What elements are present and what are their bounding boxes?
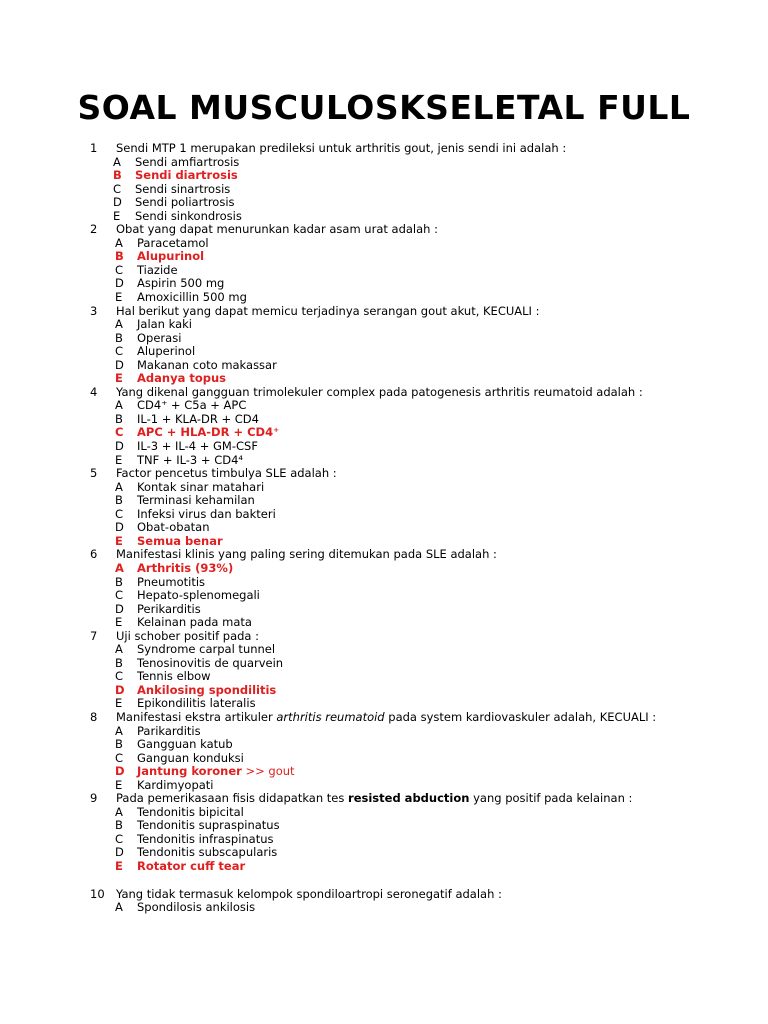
- option-text: [137, 643, 275, 657]
- option-label: Semua benar: [137, 533, 223, 548]
- option-text: [137, 413, 259, 427]
- answer-option-correct: [90, 765, 750, 779]
- question-text: Yang dikenal gangguan trimolekuler complex pada patogenesis arthritis reumatoid adalah :: [116, 384, 643, 399]
- option-letter: A: [115, 804, 123, 819]
- question-line: [90, 305, 750, 319]
- question-number: 1: [90, 141, 98, 155]
- answer-option: [90, 454, 750, 468]
- option-letter: E: [115, 452, 123, 467]
- option-text: [137, 440, 258, 454]
- option-text: [135, 183, 230, 197]
- option-text: [137, 291, 247, 305]
- answer-option: [90, 833, 750, 847]
- option-text: [137, 819, 280, 833]
- question-text-part: Manifestasi ekstra artikuler: [116, 709, 277, 724]
- option-letter: D: [115, 845, 124, 860]
- option-note: >> gout: [241, 764, 295, 779]
- option-label: IL-1 + KLA-DR + CD4: [137, 411, 259, 426]
- option-text: [137, 576, 205, 590]
- answer-option: [90, 752, 750, 766]
- option-label: Pneumotitis: [137, 574, 206, 589]
- option-label: Sendi sinartrosis: [135, 181, 231, 196]
- question-number: 8: [90, 709, 98, 724]
- option-text: [137, 277, 224, 291]
- option-text: [137, 806, 244, 820]
- option-letter: B: [115, 411, 123, 426]
- option-label: Makanan coto makassar: [137, 357, 277, 372]
- answer-option-correct: [90, 860, 750, 874]
- option-text: [137, 359, 277, 373]
- option-text: [137, 264, 178, 278]
- option-text: [137, 237, 209, 251]
- option-letter: E: [115, 290, 123, 305]
- option-label: Adanya topus: [137, 371, 227, 386]
- answer-option: [90, 670, 750, 684]
- question-number: 7: [90, 628, 98, 643]
- option-label: Sendi poliartrosis: [135, 195, 235, 210]
- option-label: Jalan kaki: [137, 317, 192, 332]
- option-label: APC + HLA-DR + CD4⁺: [137, 425, 280, 440]
- option-letter: C: [115, 588, 124, 603]
- option-text: [137, 508, 276, 522]
- option-letter: A: [115, 900, 123, 915]
- question-line: [90, 386, 750, 400]
- question-text-part: Pada pemerikasaan fisis didapatkan tes: [116, 791, 349, 806]
- option-text: [137, 426, 279, 440]
- question-text: Obat yang dapat menurunkan kadar asam urat adalah :: [116, 222, 438, 237]
- question-number: 2: [90, 222, 98, 237]
- option-letter: A: [115, 398, 123, 413]
- answer-option: [90, 210, 750, 224]
- option-label: Tendonitis supraspinatus: [137, 818, 280, 833]
- answer-option: [90, 291, 750, 305]
- option-text: [137, 399, 246, 413]
- option-letter: B: [115, 574, 123, 589]
- question-text: [116, 792, 632, 806]
- answer-option: [90, 603, 750, 617]
- question-5: [90, 467, 750, 548]
- option-letter: E: [115, 858, 123, 873]
- answer-option: [90, 183, 750, 197]
- option-letter: A: [115, 479, 123, 494]
- answer-option-correct: [90, 169, 750, 183]
- option-label: Sendi amfiartrosis: [135, 154, 240, 169]
- question-line: [90, 223, 750, 237]
- question-text-part: yang positif pada kelainan :: [469, 791, 633, 806]
- question-text-bold: resisted abduction: [348, 791, 470, 806]
- option-letter: C: [115, 831, 124, 846]
- question-list: [90, 142, 750, 915]
- option-text: [137, 494, 255, 508]
- option-letter: E: [115, 615, 123, 630]
- option-text: [137, 752, 244, 766]
- question-text: Hal berikut yang dapat memicu terjadinya serangan gout akut, KECUALI :: [116, 303, 540, 318]
- option-letter: D: [115, 439, 124, 454]
- option-label: Epikondilitis lateralis: [137, 696, 256, 711]
- answer-option-correct: [90, 426, 750, 440]
- answer-option-correct: [90, 250, 750, 264]
- option-label: Perikarditis: [137, 601, 201, 616]
- answer-option: [90, 508, 750, 522]
- question-number: 6: [90, 547, 98, 562]
- option-text: [137, 670, 211, 684]
- answer-option: [90, 237, 750, 251]
- answer-option: [90, 264, 750, 278]
- option-text: [137, 481, 264, 495]
- option-letter: C: [115, 750, 124, 765]
- question-7: [90, 630, 750, 711]
- option-label: Sendi sinkondrosis: [135, 208, 242, 223]
- question-text: Yang tidak termasuk kelompok spondiloartropi seronegatif adalah :: [116, 886, 502, 901]
- answer-option: [90, 819, 750, 833]
- option-label: Operasi: [137, 330, 182, 345]
- question-text-italic: arthritis reumatoid: [276, 709, 385, 724]
- answer-option: [90, 440, 750, 454]
- answer-option-correct: [90, 562, 750, 576]
- option-label: Kontak sinar matahari: [137, 479, 265, 494]
- option-label: Rotator cuff tear: [137, 858, 246, 873]
- answer-option: [90, 413, 750, 427]
- option-text: [137, 250, 204, 264]
- answer-option: [90, 332, 750, 346]
- option-label: Ganguan konduksi: [137, 750, 244, 765]
- answer-option: [90, 589, 750, 603]
- question-line: [90, 711, 750, 725]
- option-text: [137, 697, 256, 711]
- option-text: [137, 616, 252, 630]
- option-letter: A: [115, 235, 123, 250]
- option-label: Sendi diartrosis: [135, 168, 238, 183]
- question-number: 4: [90, 384, 98, 399]
- answer-option: [90, 318, 750, 332]
- option-letter: C: [113, 181, 122, 196]
- option-letter: B: [115, 655, 123, 670]
- option-label: Tennis elbow: [137, 669, 211, 684]
- question-1: [90, 142, 750, 223]
- page-title: SOAL MUSCULOSKSELETAL FULL: [77, 88, 691, 127]
- option-label: Aspirin 500 mg: [137, 276, 225, 291]
- option-letter: E: [115, 371, 123, 386]
- option-letter: B: [115, 737, 123, 752]
- option-text: [137, 332, 181, 346]
- answer-option: [90, 806, 750, 820]
- option-label: Syndrome carpal tunnel: [137, 642, 276, 657]
- option-label: Parikarditis: [137, 723, 201, 738]
- option-letter: E: [115, 777, 123, 792]
- option-letter: B: [115, 818, 123, 833]
- option-label: Arthritis (93%): [137, 560, 234, 575]
- option-label: Jantung koroner: [137, 764, 242, 779]
- option-label: Gangguan katub: [137, 737, 233, 752]
- question-number: 10: [90, 886, 105, 901]
- answer-option: [90, 846, 750, 860]
- option-label: IL-3 + IL-4 + GM-CSF: [137, 439, 258, 454]
- answer-option: [90, 779, 750, 793]
- option-label: Tenosinovitis de quarvein: [137, 655, 284, 670]
- question-number: 9: [90, 791, 98, 806]
- option-letter: B: [115, 493, 123, 508]
- option-letter: A: [113, 154, 121, 169]
- option-letter: A: [115, 317, 123, 332]
- question-text-part: pada system kardiovaskuler adalah, KECUALI :: [384, 709, 657, 724]
- option-label: Alupurinol: [137, 249, 205, 264]
- answer-option: [90, 643, 750, 657]
- option-text: [137, 765, 295, 779]
- question-spacer: [90, 874, 750, 888]
- answer-option: [90, 345, 750, 359]
- question-2: [90, 223, 750, 304]
- option-label: Tendonitis subscapularis: [137, 845, 278, 860]
- option-letter: D: [115, 764, 125, 779]
- answer-option-correct: [90, 535, 750, 549]
- option-letter: C: [115, 669, 124, 684]
- question-line: [90, 792, 750, 806]
- answer-option: [90, 399, 750, 413]
- option-label: Tendonitis infraspinatus: [137, 831, 274, 846]
- option-text: [137, 846, 277, 860]
- question-text: [116, 711, 656, 725]
- option-letter: A: [115, 560, 124, 575]
- option-label: Aluperinol: [137, 344, 196, 359]
- option-letter: D: [113, 195, 122, 210]
- answer-option-correct: [90, 372, 750, 386]
- option-text: [137, 372, 226, 386]
- question-4: [90, 386, 750, 467]
- option-text: [137, 657, 283, 671]
- option-letter: E: [113, 208, 121, 223]
- option-letter: D: [115, 357, 124, 372]
- option-text: [135, 210, 242, 224]
- option-label: Paracetamol: [137, 235, 209, 250]
- option-text: [137, 562, 233, 576]
- option-text: [137, 860, 245, 874]
- answer-option: [90, 725, 750, 739]
- option-letter: B: [115, 330, 123, 345]
- answer-option: [90, 156, 750, 170]
- answer-option: [90, 576, 750, 590]
- answer-option: [90, 901, 750, 915]
- answer-option: [90, 494, 750, 508]
- answer-option: [90, 481, 750, 495]
- option-text: [137, 521, 210, 535]
- option-label: Kelainan pada mata: [137, 615, 252, 630]
- option-letter: D: [115, 520, 124, 535]
- question-line: [90, 630, 750, 644]
- option-letter: A: [115, 642, 123, 657]
- question-10: [90, 888, 750, 915]
- question-line: [90, 467, 750, 481]
- option-text: [137, 454, 243, 468]
- option-letter: D: [115, 276, 124, 291]
- option-label: Kardimyopati: [137, 777, 214, 792]
- question-9: [90, 792, 750, 873]
- question-number: 5: [90, 466, 98, 481]
- option-text: [137, 589, 260, 603]
- answer-option: [90, 196, 750, 210]
- question-6: [90, 548, 750, 629]
- option-text: [137, 318, 192, 332]
- option-text: [137, 535, 223, 549]
- option-label: Ankilosing spondilitis: [137, 682, 277, 697]
- option-text: [137, 738, 233, 752]
- option-text: [137, 779, 214, 793]
- option-letter: B: [113, 168, 122, 183]
- answer-option: [90, 616, 750, 630]
- option-text: [137, 901, 255, 915]
- question-line: [90, 142, 750, 156]
- option-label: Tiazide: [137, 262, 178, 277]
- option-label: Spondilosis ankilosis: [137, 900, 256, 915]
- option-text: [135, 156, 239, 170]
- option-text: [137, 725, 201, 739]
- option-label: Tendonitis bipicital: [137, 804, 244, 819]
- question-number: 3: [90, 303, 98, 318]
- option-label: TNF + IL-3 + CD4⁴: [137, 452, 244, 467]
- answer-option: [90, 657, 750, 671]
- option-letter: D: [115, 682, 125, 697]
- option-letter: B: [115, 249, 124, 264]
- option-label: Infeksi virus dan bakteri: [137, 506, 276, 521]
- answer-option: [90, 697, 750, 711]
- option-label: CD4⁺ + C5a + APC: [137, 398, 247, 413]
- option-text: [137, 833, 274, 847]
- answer-option: [90, 521, 750, 535]
- question-3: [90, 305, 750, 386]
- option-text: [135, 169, 238, 183]
- option-label: Hepato-splenomegali: [137, 588, 260, 603]
- option-text: [135, 196, 235, 210]
- question-text: Sendi MTP 1 merupakan predileksi untuk arthritis gout, jenis sendi ini adalah :: [116, 141, 567, 155]
- option-letter: E: [115, 696, 123, 711]
- option-letter: C: [115, 506, 124, 521]
- question-text: Factor pencetus timbulya SLE adalah :: [116, 466, 337, 481]
- option-letter: E: [115, 533, 123, 548]
- option-letter: D: [115, 601, 124, 616]
- option-letter: C: [115, 344, 124, 359]
- question-8: [90, 711, 750, 792]
- option-label: Amoxicillin 500 mg: [137, 290, 247, 305]
- option-letter: C: [115, 262, 124, 277]
- option-letter: C: [115, 425, 124, 440]
- option-label: Obat-obatan: [137, 520, 210, 535]
- question-text: Uji schober positif pada :: [116, 628, 260, 643]
- answer-option-correct: [90, 684, 750, 698]
- question-text: Manifestasi klinis yang paling sering ditemukan pada SLE adalah :: [116, 547, 497, 562]
- option-text: [137, 684, 276, 698]
- question-line: [90, 888, 750, 902]
- option-text: [137, 345, 195, 359]
- answer-option: [90, 359, 750, 373]
- option-text: [137, 603, 201, 617]
- answer-option: [90, 277, 750, 291]
- question-line: [90, 548, 750, 562]
- option-label: Terminasi kehamilan: [137, 493, 255, 508]
- answer-option: [90, 738, 750, 752]
- option-letter: A: [115, 723, 123, 738]
